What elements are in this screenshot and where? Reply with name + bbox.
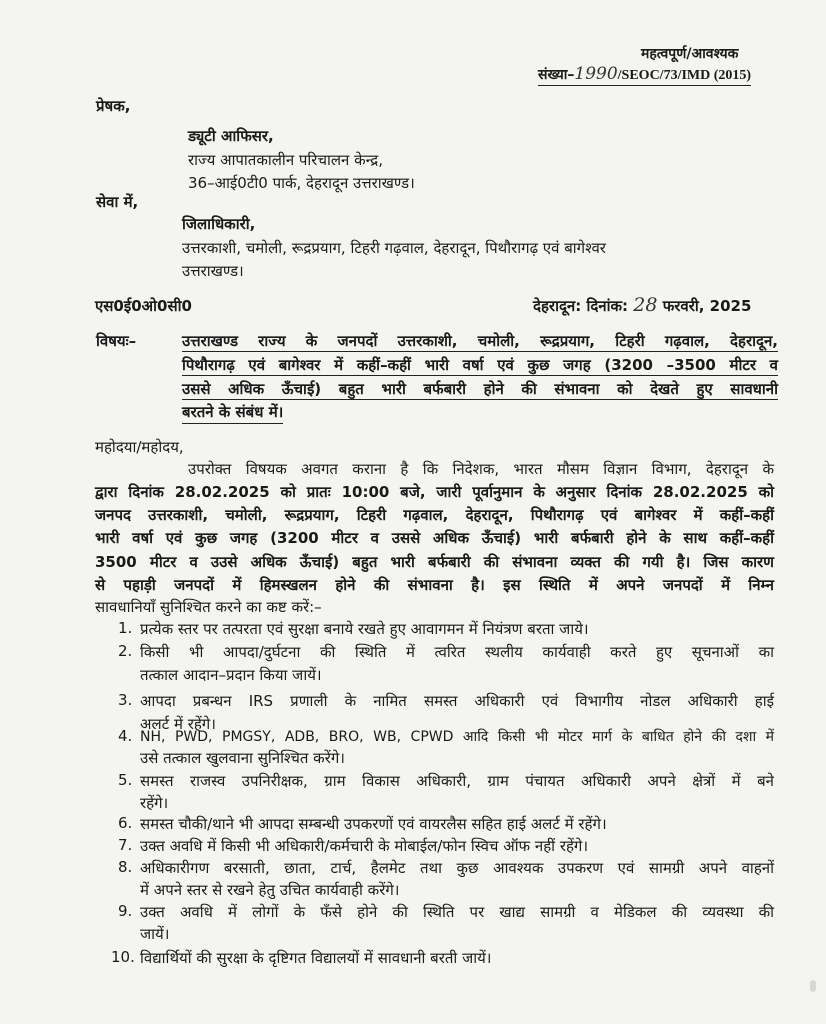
list-item-cont: में अपने स्तर से रखने हेतु उचित कार्यवाही करेंगे। xyxy=(140,881,400,899)
salutation: महोदया/महोदय, xyxy=(95,438,184,456)
subject-line: पिथौरागढ़ एवं बागेश्वर में कहीं–कहीं भारी वर्षा एवं कुछ जगह (3200 –3500 मीटर व xyxy=(182,356,778,374)
list-item-cont: रहेंगे। xyxy=(140,794,169,812)
sender-address: 36–आई0टी0 पार्क, देहरादून उत्तराखण्ड। xyxy=(188,174,415,192)
body-line: उपरोक्त विषयक अवगत कराना है कि निदेशक, भारत मौसम विज्ञान विभाग, देहरादून के xyxy=(188,460,774,478)
sender-org: राज्य आपातकालीन परिचालन केन्द्र, xyxy=(188,151,384,169)
list-item: NH, PWD, PMGSY, ADB, BRO, WB, CPWD आदि किसी भी मोटर मार्ग के बाधित होने की दशा में xyxy=(140,729,774,745)
list-number: 10. xyxy=(111,948,135,966)
list-item: समस्त राजस्व उपनिरीक्षक, ग्राम विकास अधिकारी, ग्राम पंचायत अधिकारी अपने क्षेत्रों में बने xyxy=(140,772,774,790)
subject-line: उससे अधिक ऊँचाई) बहुत भारी बर्फबारी होने की संभावना को देखते हुए सावधानी xyxy=(182,380,778,398)
list-item: विद्यार्थियों की सुरक्षा के दृष्टिगत विद्यालयों में सावधानी बरती जायें। xyxy=(140,949,492,967)
body-line: भारी वर्षा एवं कुछ जगह (3200 मीटर व उससे अधिक ऊँचाई) भारी बर्फबारी होने के साथ कहीं–कहीं xyxy=(95,529,774,547)
recipient-label: सेवा में, xyxy=(96,193,139,211)
scroll-indicator[interactable] xyxy=(810,980,816,992)
body-line: जनपद उत्तरकाशी, चमोली, रूद्रप्रयाग, टिहरी गढ़वाल, देहरादून, पिथौरागढ़ एवं बागेश्वर में कहीं–कहीं xyxy=(95,506,774,524)
list-item-cont: अलर्ट में रहेंगे। xyxy=(140,715,216,733)
sender-label: प्रेषक, xyxy=(96,97,131,115)
subject-underline xyxy=(182,375,778,376)
letter-date: देहरादून: दिनांक: 28 फरवरी, 2025 xyxy=(533,294,752,316)
list-item: उक्त अवधि में किसी भी अधिकारी/कर्मचारी के मोबाईल/फोन स्विच ऑफ नहीं रहेंगे। xyxy=(140,837,589,855)
body-line: सावधानियाँ सुनिश्चित करने का कष्ट करें:– xyxy=(95,598,322,616)
priority-label: महत्वपूर्ण/आवश्यक xyxy=(641,46,739,62)
subject-label: विषयः– xyxy=(96,332,137,350)
list-number: 1. xyxy=(118,619,133,637)
list-number: 5. xyxy=(118,771,133,789)
recipient-districts: उत्तरकाशी, चमोली, रूद्रप्रयाग, टिहरी गढ़वाल, देहरादून, पिथौरागढ़ एवं बागेश्वर xyxy=(182,239,606,257)
date-handwritten: 28 xyxy=(633,294,658,316)
list-item: किसी भी आपदा/दुर्घटना की स्थिति में त्वरित स्थलीय कार्यवाही करते हुए सूचनाओं का xyxy=(140,643,774,661)
list-item: आपदा प्रबन्धन IRS प्रणाली के नामित समस्त अधिकारी एवं विभागीय नोडल अधिकारी हाई xyxy=(140,692,774,710)
reference-number: संख्या–1990/SEOC/73/IMD (2015) xyxy=(538,64,752,84)
list-item: उक्त अवधि में लोगों के फँसे होने की स्थिति पर खाद्य सामग्री व मेडिकल की व्यवस्था की xyxy=(140,903,774,921)
subject-line: उत्तराखण्ड राज्य के जनपदों उत्तरकाशी, चमोली, रूद्रप्रयाग, टिहरी गढ़वाल, देहरादून, xyxy=(182,332,778,350)
list-item: अधिकारीगण बरसाती, छाता, टार्च, हैलमेट तथा कुछ आवश्यक उपकरण एवं सामग्री अपने वाहनों xyxy=(140,859,774,877)
recipient-title: जिलाधिकारी, xyxy=(182,215,256,233)
list-number: 7. xyxy=(118,836,133,854)
sender-title: ड्यूटी आफिसर, xyxy=(188,127,274,145)
subject-underline xyxy=(182,351,778,352)
list-number: 3. xyxy=(118,691,133,709)
body-line: से पहाड़ी जनपदों में हिमस्खलन होने की संभावना है। इस स्थिति में अपने जनपदों में निम्न xyxy=(95,576,774,594)
list-item-cont: तत्काल आदान–प्रदान किया जायें। xyxy=(140,666,322,684)
office-code: एस0ई0ओ0सी0 xyxy=(95,297,192,315)
subject-line: बरतने के संबंध में। xyxy=(182,402,283,424)
list-number: 6. xyxy=(118,814,133,832)
list-number: 2. xyxy=(118,642,133,660)
recipient-state: उत्तराखण्ड। xyxy=(182,262,244,280)
list-number: 9. xyxy=(118,902,133,920)
list-number: 8. xyxy=(118,858,133,876)
body-line: द्वारा दिनांक 28.02.2025 को प्रातः 10:00 बजे, जारी पूर्वानुमान के अनुसार दिनांक 28.02.2025 को xyxy=(95,483,774,501)
reference-handwritten: 1990 xyxy=(574,64,618,84)
list-number: 4. xyxy=(118,727,133,745)
list-item: समस्त चौकी/थाने भी आपदा सम्बन्धी उपकरणों एवं वायरलैस सहित हाई अलर्ट में रहेंगे। xyxy=(140,815,607,833)
list-item-cont: जायें। xyxy=(140,925,170,943)
subject-underline xyxy=(182,399,778,400)
list-item: प्रत्येक स्तर पर तत्परता एवं सुरक्षा बनाये रखते हुए आवागमन में नियंत्रण बरता जाये। xyxy=(140,620,589,638)
list-item-cont: उसे तत्काल खुलवाना सुनिश्चित करेंगे। xyxy=(140,749,345,767)
body-line: 3500 मीटर व उउसे अधिक ऊँचाई) बहुत भारी बर्फबारी की संभावना व्यक्त की गयी है। जिस कारण xyxy=(95,553,774,571)
